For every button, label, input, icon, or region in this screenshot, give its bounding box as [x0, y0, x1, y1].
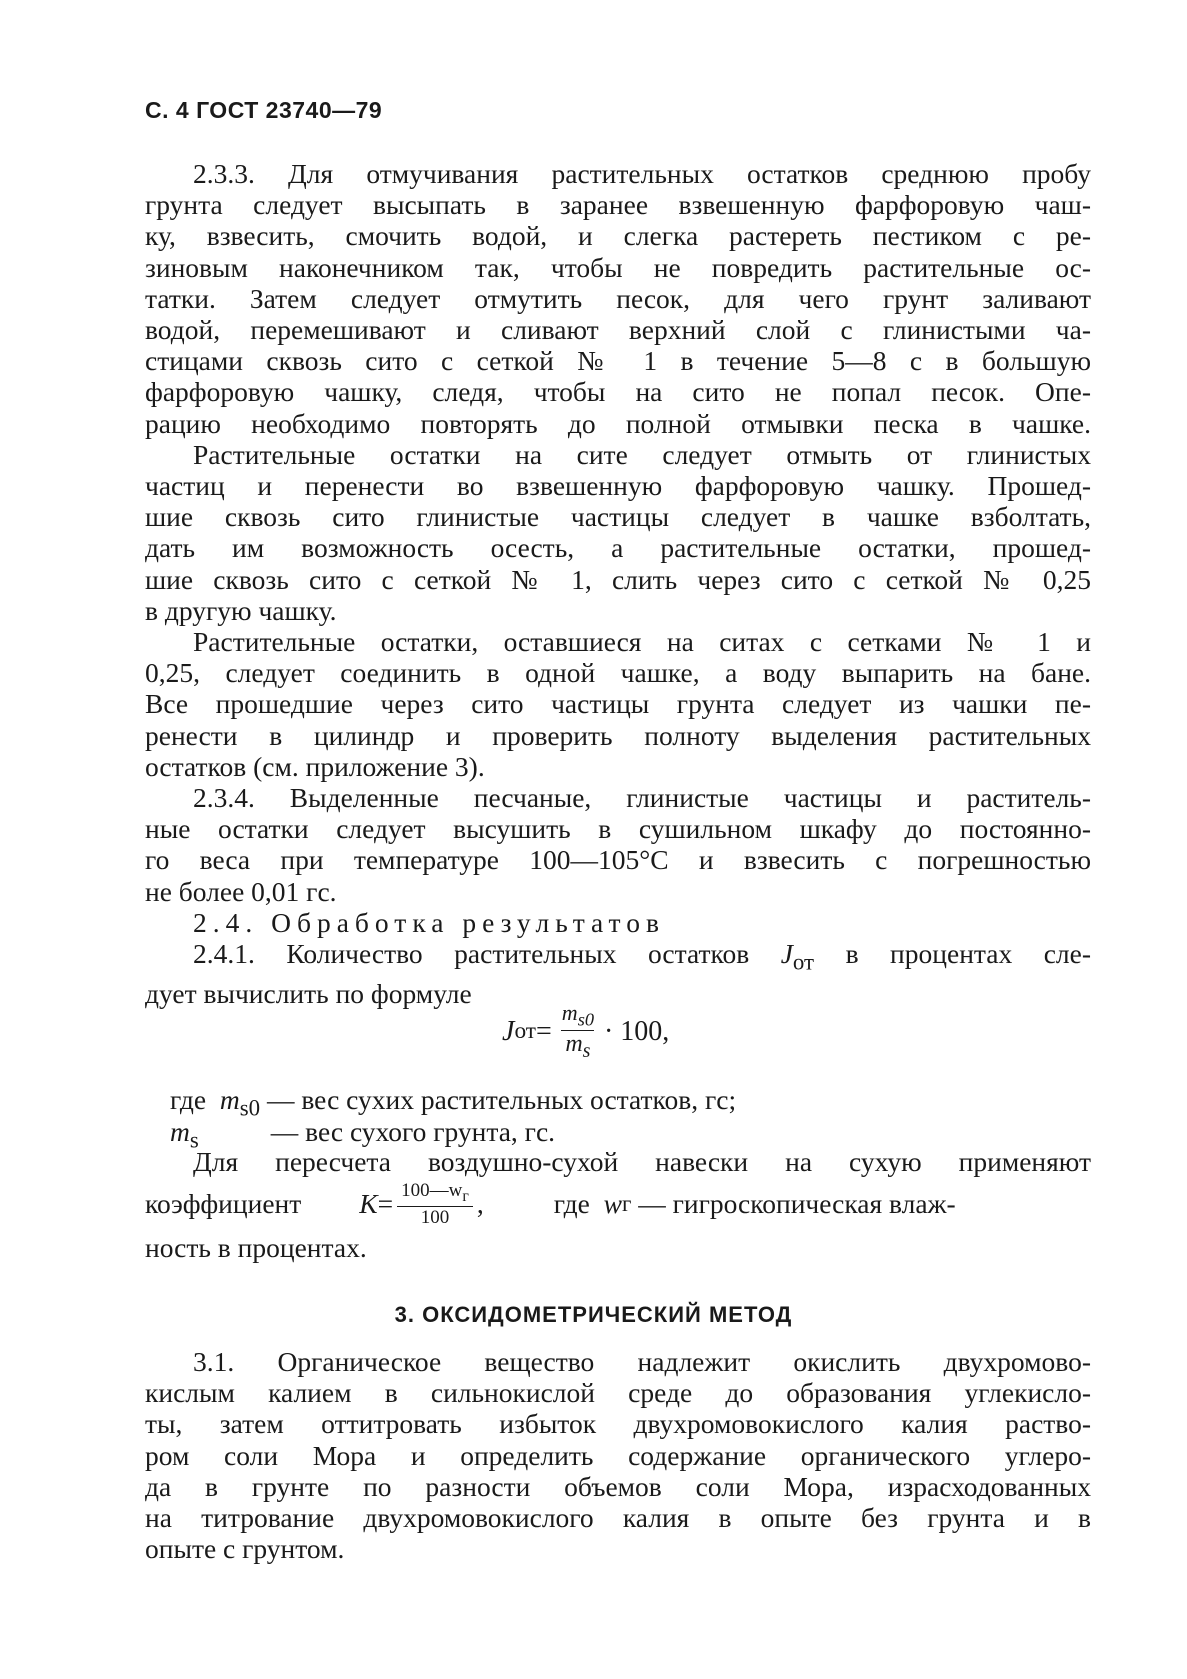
- formula-j-ot: [502, 1000, 669, 1063]
- text-line: кислым калием в сильнокислой среде до образования углекисло-: [145, 1377, 1091, 1409]
- text-line: Растительные остатки на сите следует отмыть от глинистых: [193, 438, 1091, 470]
- text-line: остатков (см. приложение 3).: [145, 750, 485, 782]
- paragraph-2-4-1: [145, 938, 1091, 1009]
- text-line: 2.3.4. Выделенные песчаные, глинистые частицы и раститель-: [193, 782, 1091, 814]
- text-line: да в грунте по разности объемов соли Мора, израсходованных: [145, 1470, 1091, 1502]
- text-line: го веса при температуре 100—105°С и взвесить с погрешностью: [145, 844, 1091, 876]
- k-paragraph-line-1: [145, 1146, 1091, 1178]
- text-line: стицами сквозь сито с сеткой № 1 в течение 5—8 с в большую: [145, 345, 1091, 377]
- formula-denominator: $m_s$: [561, 1030, 594, 1063]
- text-line: Все прошедшие через сито частицы грунта следует из чашки пе-: [145, 688, 1091, 720]
- text-line: фарфоровую чашку, следя, чтобы на сито не попал песок. Опе-: [145, 376, 1091, 408]
- formula-fraction: [558, 1000, 598, 1063]
- text-line: Растительные остатки, оставшиеся на ситах с сетками № 1 и: [193, 626, 1091, 658]
- paragraph-2-3-4: [145, 782, 1091, 907]
- text-line: рацию необходимо повторять до полной отмывки песка в чашке.: [145, 407, 1091, 439]
- paragraph-2-3-3-b: [145, 439, 1091, 626]
- formula-numerator: $m_{s0}$: [561, 1000, 594, 1030]
- text-line: ные остатки следует высушить в сушильном шкафу до постоянно-: [145, 813, 1091, 845]
- formula-lhs-sub: от: [514, 1018, 536, 1045]
- text-line: ренести в цилиндр и проверить полноту выделения растительных: [145, 719, 1091, 751]
- text-line: дует вычислить по формуле: [145, 977, 472, 1009]
- text-span: в процентах сле-: [814, 938, 1092, 970]
- w-symbol: w: [603, 1188, 622, 1220]
- text-line: ность в процентах.: [145, 1232, 367, 1263]
- text-line: частиц и перенести во взвешенную фарфоровую чашку. Прошед-: [145, 470, 1091, 502]
- k-denominator: 100: [420, 1206, 450, 1228]
- text-line: шие сквозь сито с сеткой № 1, слить через сито с сеткой № 0,25: [145, 563, 1091, 595]
- formula-tail: · 100,: [603, 1015, 670, 1047]
- legend-where: где: [170, 1084, 207, 1115]
- text-line: ты, затем оттитровать избыток двухромовокислого калия раство-: [145, 1408, 1091, 1440]
- legend-desc: — вес сухих растительных остатков, гс;: [266, 1084, 737, 1115]
- k-paragraph-line-2: [145, 1180, 1091, 1229]
- formula-eq: =: [536, 1015, 552, 1047]
- k-paragraph-line-3: [145, 1232, 1091, 1264]
- paragraph-3-1: [145, 1346, 1091, 1564]
- text-line: на титрование двухромовокислого калия в опыте без грунта и в: [145, 1502, 1091, 1534]
- page-header: С. 4 ГОСТ 23740—79: [145, 97, 383, 123]
- text-line: шие сквозь сито глинистые частицы следует в чашке взболтать,: [145, 501, 1091, 533]
- section-2-body: [145, 158, 1091, 1009]
- text-line: в другую чашку.: [145, 594, 337, 626]
- text-line: не более 0,01 гс.: [145, 875, 337, 907]
- text-span: 2.4.1. Количество растительных остатков: [193, 938, 781, 970]
- text-line: Для пересчета воздушно-сухой навески на сухую применяют: [193, 1146, 1091, 1177]
- legend-symbol-ms: m: [170, 1116, 190, 1147]
- text-line: [145, 938, 1091, 978]
- k-where: где: [553, 1188, 590, 1220]
- k-fraction: [397, 1180, 473, 1229]
- paragraph-2-3-3: [145, 158, 1091, 439]
- w-desc: — гигроскопическая влаж-: [638, 1188, 956, 1220]
- text-line: 0,25, следует соединить в одной чашке, а воду выпарить на бане.: [145, 657, 1091, 689]
- formula-lhs: J: [502, 1015, 515, 1047]
- paragraph-2-3-3-c: [145, 626, 1091, 782]
- text-line: 2.3.3. Для отмучивания растительных остатков среднюю пробу: [193, 158, 1091, 189]
- text-line: татки. Затем следует отмутить песок, для чего грунт заливают: [145, 282, 1091, 314]
- text-line: дать им возможность осесть, а растительные остатки, прошед-: [145, 532, 1091, 564]
- k-numerator: $100—w_г$: [397, 1180, 473, 1207]
- text-line: зиновым наконечником так, чтобы не повредить растительные ос-: [145, 251, 1091, 283]
- w-sub: г: [621, 1191, 632, 1217]
- section-3-title: 3. ОКСИДОМЕТРИЧЕСКИЙ МЕТОД: [394, 1302, 793, 1327]
- text-line: опыте с грунтом.: [145, 1533, 345, 1565]
- text-line: водой, перемешивают и сливают верхний слой с глинистыми ча-: [145, 314, 1091, 346]
- text-line: грунта следует высыпать в заранее взвешенную фарфоровую чаш-: [145, 189, 1091, 221]
- legend-symbol-ms0: m: [219, 1084, 240, 1115]
- text-line: ром соли Мора и определить содержание органического углеро-: [145, 1439, 1091, 1471]
- symbol-j: J: [780, 938, 793, 970]
- subscript: от: [792, 949, 815, 975]
- legend-sub: s: [189, 1127, 199, 1153]
- k-comma: ,: [476, 1188, 484, 1220]
- k-eq: =: [377, 1188, 394, 1220]
- k-coef-label: коэффициент: [145, 1188, 302, 1220]
- legend-desc: — вес сухого грунта, гс.: [270, 1116, 556, 1147]
- text-line: ку, взвесить, смочить водой, и слегка растереть пестиком с ре-: [145, 220, 1091, 252]
- subsection-heading-2-4: 2.4. Обработка результатов: [193, 906, 665, 938]
- legend-sub: s0: [239, 1095, 261, 1121]
- text-line: 3.1. Органическое вещество надлежит окислить двухромово-: [193, 1346, 1091, 1377]
- k-symbol: K: [359, 1188, 378, 1220]
